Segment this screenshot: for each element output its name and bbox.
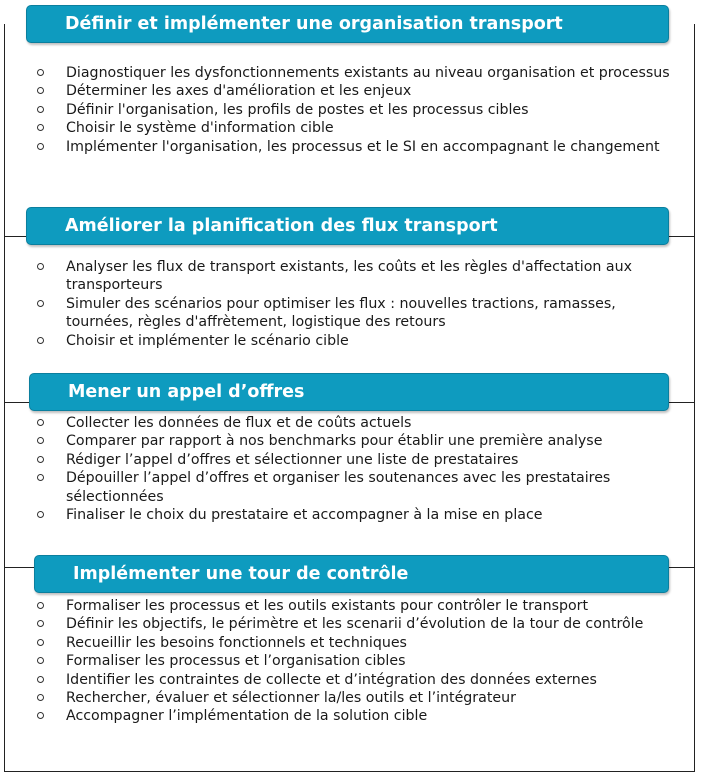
section-header-tour-controle: Implémenter une tour de contrôle xyxy=(34,555,669,593)
circle-bullet-icon xyxy=(37,437,44,444)
list-item-text: Formaliser les processus et l’organisation cibles xyxy=(66,653,406,670)
list-item xyxy=(0,82,701,100)
list-item-text: Simuler des scénarios pour optimiser les flux : nouvelles tractions, ramasses, tournées, règles d'affrètement, logistique des retours xyxy=(66,295,616,331)
list-item xyxy=(0,432,701,450)
circle-bullet-icon xyxy=(37,419,44,426)
circle-bullet-icon xyxy=(37,620,44,627)
list-item xyxy=(0,258,701,295)
list-item-text: Déterminer les axes d'amélioration et les enjeux xyxy=(66,83,412,100)
list-item xyxy=(0,652,701,670)
section-header-organisation: Définir et implémenter une organisation transport xyxy=(26,5,669,43)
section-list-planification xyxy=(0,258,701,350)
list-item-text: Comparer par rapport à nos benchmarks pour établir une première analyse xyxy=(66,433,603,450)
circle-bullet-icon xyxy=(37,69,44,76)
list-item-text: Formaliser les processus et les outils existants pour contrôler le transport xyxy=(66,598,589,614)
list-item-text: Finaliser le choix du prestataire et accompagner à la mise en place xyxy=(66,507,543,524)
list-item-text: Définir l'organisation, les profils de postes et les processus cibles xyxy=(66,101,529,118)
list-item-text: Implémenter l'organisation, les processus et le SI en accompagnant le changement xyxy=(66,138,660,155)
list-item xyxy=(0,332,701,350)
list-item xyxy=(0,119,701,137)
list-item xyxy=(0,689,701,707)
list-item xyxy=(0,469,701,506)
list-item-text: Définir les objectifs, le périmètre et les scenarii d’évolution de la tour de contrôle xyxy=(66,616,644,633)
list-item-text: Collecter les données de flux et de coûts actuels xyxy=(66,415,412,431)
list-item xyxy=(0,64,701,82)
circle-bullet-icon xyxy=(37,143,44,150)
list-item xyxy=(0,634,701,652)
list-item xyxy=(0,671,701,689)
circle-bullet-icon xyxy=(37,694,44,701)
list-item xyxy=(0,138,701,156)
circle-bullet-icon xyxy=(37,511,44,518)
list-item-text: Analyser les flux de transport existants, les coûts et les règles d'affectation aux transporteurs xyxy=(66,259,632,294)
section-header-planification: Améliorer la planification des flux transport xyxy=(26,207,669,245)
circle-bullet-icon xyxy=(37,456,44,463)
list-item-text: Rechercher, évaluer et sélectionner la/les outils et l’intégrateur xyxy=(66,690,516,707)
circle-bullet-icon xyxy=(37,657,44,664)
circle-bullet-icon xyxy=(37,639,44,646)
circle-bullet-icon xyxy=(37,87,44,94)
circle-bullet-icon xyxy=(37,300,44,307)
section-list-appel-offres xyxy=(0,414,701,524)
section-list-organisation xyxy=(0,64,701,156)
list-item-text: Choisir le système d'information cible xyxy=(66,120,334,137)
circle-bullet-icon xyxy=(37,124,44,131)
circle-bullet-icon xyxy=(37,106,44,113)
list-item-text: Choisir et implémenter le scénario cible xyxy=(66,332,349,349)
list-item-text: Identifier les contraintes de collecte et d’intégration des données externes xyxy=(66,671,597,688)
list-item-text: Rédiger l’appel d’offres et sélectionner une liste de prestataires xyxy=(66,451,519,468)
section-header-appel-offres: Mener un appel d’offres xyxy=(29,373,669,411)
list-item-text: Accompagner l’implémentation de la solution cible xyxy=(66,708,428,725)
circle-bullet-icon xyxy=(37,676,44,683)
section-list-tour-controle xyxy=(0,597,701,726)
list-item-text: Diagnostiquer les dysfonctionnements existants au niveau organisation et processus xyxy=(66,65,670,81)
list-item xyxy=(0,101,701,119)
list-item xyxy=(0,506,701,524)
circle-bullet-icon xyxy=(37,337,44,344)
list-item-text: Recueillir les besoins fonctionnels et techniques xyxy=(66,634,407,651)
list-item xyxy=(0,615,701,633)
list-item xyxy=(0,414,701,432)
circle-bullet-icon xyxy=(37,712,44,719)
list-item xyxy=(0,597,701,615)
list-item-text: Dépouiller l’appel d’offres et organiser les soutenances avec les prestataires sélectionnées xyxy=(66,470,611,505)
list-item xyxy=(0,707,701,725)
circle-bullet-icon xyxy=(37,602,44,609)
list-item xyxy=(0,295,701,332)
circle-bullet-icon xyxy=(37,263,44,270)
circle-bullet-icon xyxy=(37,474,44,481)
list-item xyxy=(0,451,701,469)
